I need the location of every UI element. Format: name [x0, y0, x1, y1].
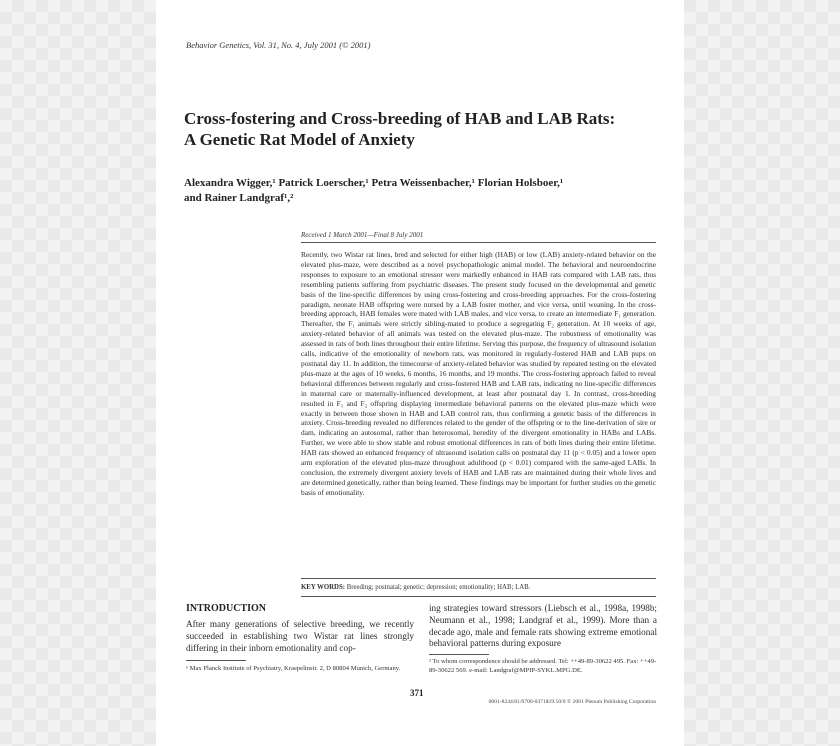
article-title [184, 108, 664, 150]
footnote-affiliation: ¹ Max Planck Institute of Psychiatry, Kraepelinstr. 2, D 80804 Munich, Germany. [186, 665, 401, 672]
publisher-footer: 0001-8244/01/0700-0371$19.50/0 © 2001 Plenum Publishing Corporation [488, 699, 656, 705]
footnote-correspondence: ² To whom correspondence should be addressed. Tel: ++49-89-30622 495. Fax: ++49-89-30622 569. e-mail: Landgraf@MPIP-SYKL.MPG.DE. [429, 658, 657, 674]
intro-right-column: ing strategies toward stressors (Liebsch et al., 1998a, 1998b; Neumann et al., 1998; Landgraf et al., 1999). More than a decade ago, male and female rats showing extreme emotional behavioral patterns during exposure [429, 603, 657, 649]
section-heading-introduction: INTRODUCTION [186, 603, 267, 614]
keywords-label: KEY WORDS: [301, 584, 345, 591]
title-line-1: Cross-fostering and Cross-breeding of HAB and LAB Rats: [184, 109, 616, 128]
page-number: 371 [410, 688, 424, 698]
abstract-bottom-rule [301, 578, 656, 579]
intro-left-column: After many generations of selective breeding, we recently succeeded in establishing two Wistar rat lines strongly differing in their inborn emotionality and cop- [186, 619, 414, 653]
title-line-2: A Genetic Rat Model of Anxiety [184, 130, 415, 149]
authors-line-2: and Rainer Landgraf¹,² [184, 192, 294, 204]
keywords [301, 584, 656, 591]
paper-page [156, 0, 684, 746]
abstract-text: Recently, two Wistar rat lines, bred and selected for either high (HAB) or low (LAB) anxiety-related behavior on the elevated plus-maze, were described as a novel psychopathologic animal model. The behavioral and neuroendocrine responses to exposure to an emotional stressor were markedly enhanced in HAB rats compared with LAB rats, thus resembling patients suffering from psychiatric diseases. The present study focused on the developmental and genetic basis of the line-specific differences by using cross-fostering and cross-breeding approaches. For the cross-fostering paradigm, neonate HAB offspring were nursed by a LAB foster mother, and vice versa, until weaning. In the cross-breeding approach, HAB females were mated with LAB males, and vice versa, to create an intermediate F₁ generation. Thereafter, the F₁ animals were strictly sibling-mated to produce a segregating F₂ generation. At 10 weeks of age, anxiety-related behavior of all animals was tested on the elevated plus-maze. The robustness of emotionality was assessed in rats of both lines throughout their entire lifetime. Serving this purpose, the frequency of ultrasound isolation calls, indicative of the emotionality of newborn rats, was monitored in regularly-fostered HAB and LAB pups on postnatal day 11. In addition, the timecourse of anxiety-related behavior was studied by repeated testing on the elevated plus-maze at the ages of 10 weeks, 6 months, 16 months, and 19 months. The cross-fostering approach failed to reveal behavioral differences between regularly and cross-fostered HAB and LAB rats, indicating no line-specific differences in maternal care or maternally-influenced development, at least after postnatal day 1. In contrast, cross-breeding resulted in F₁ and F₂ offspring displaying intermediate behavioral patterns on the elevated plus-maze which were exactly in between those shown in HAB and LAB control rats, thus confirming a genetic basis of the differences in anxiety. Cross-breeding revealed no differences related to the gender of the offspring or to the line-derivation of sire or dam, indicating an autosomal, rather than heterosomal, heredity of the divergent emotionality in HABs and LABs. Further, we were able to show stable and robust emotional differences in rats of both lines during their entire lifetime. HAB rats showed an enhanced frequency of ultrasound isolation calls on postnatal day 11 (p < 0.05) and a lower open arm exploration of the elevated plus-maze throughout adulthood (p < 0.01) compared with the same-aged LABs. In conclusion, the extremely divergent anxiety levels of HAB and LAB rats are maintained during their whole lives and are determined genetically, rather than being learned. These findings may be important for further studies on the genetic basis of emotionality. [301, 250, 656, 497]
footnote-rule-right [429, 654, 489, 655]
keywords-bottom-rule [301, 596, 656, 597]
authors-line-1: Alexandra Wigger,¹ Patrick Loerscher,¹ Petra Weissenbacher,¹ Florian Holsboer,¹ [184, 177, 564, 189]
keywords-text: Breeding; postnatal; genetic; depression; emotionality; HAB; LAB. [346, 584, 531, 591]
abstract-top-rule [301, 242, 656, 243]
author-list [184, 176, 664, 206]
footnote-rule-left [186, 660, 246, 661]
journal-citation: Behavior Genetics, Vol. 31, No. 4, July 2001 (© 2001) [186, 40, 371, 50]
received-dates: Received 1 March 2001—Final 8 July 2001 [301, 231, 424, 239]
